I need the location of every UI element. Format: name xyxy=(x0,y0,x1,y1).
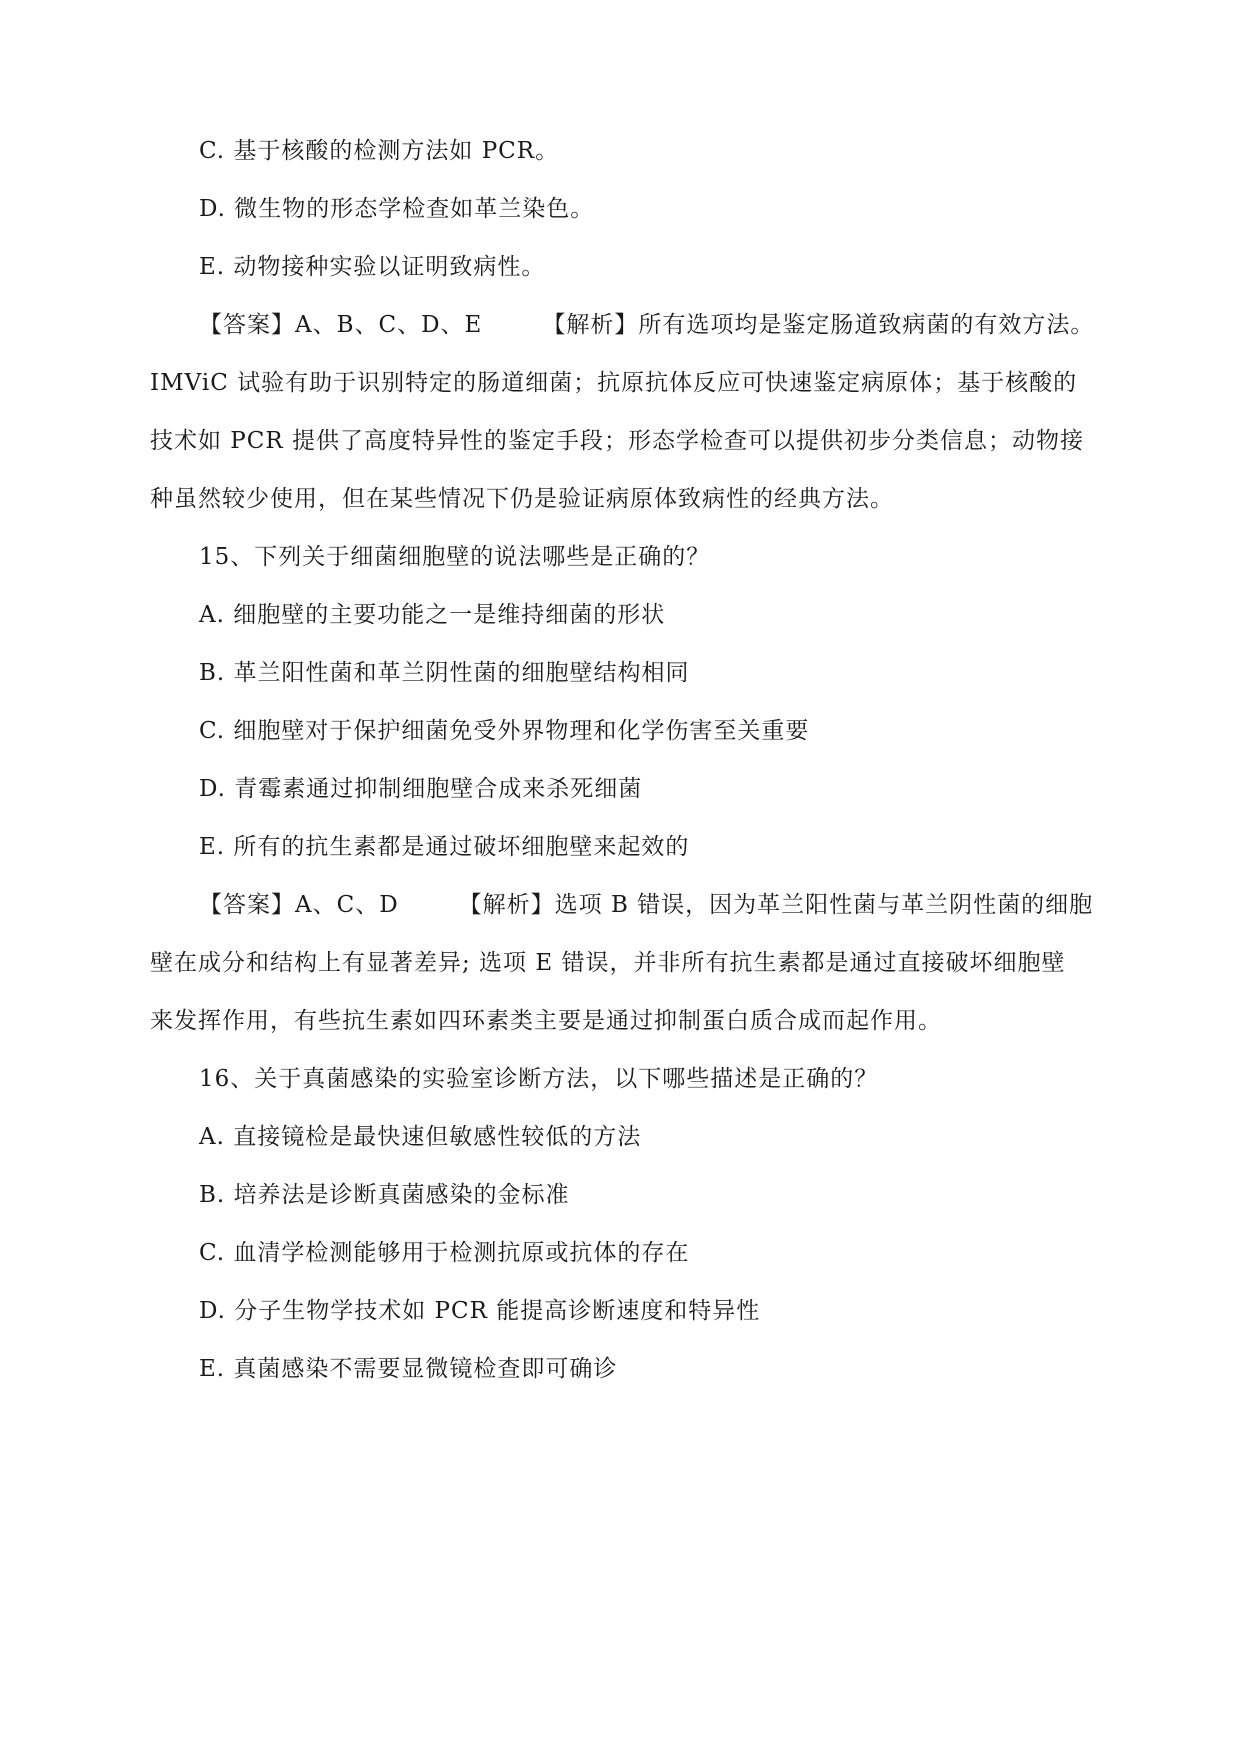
q15-option-a: A. 细胞壁的主要功能之一是维持细菌的形状 xyxy=(199,602,666,628)
q15-analysis-line-1: 【解析】选项 B 错误，因为革兰阳性菌与革兰阴性菌的细胞 xyxy=(458,892,1094,918)
q15-option-b: B. 革兰阳性菌和革兰阴性菌的细胞壁结构相同 xyxy=(199,660,690,686)
q15-question: 15、下列关于细菌细胞壁的说法哪些是正确的？ xyxy=(199,544,711,570)
q16-option-a: A. 直接镜检是最快速但敏感性较低的方法 xyxy=(199,1124,642,1150)
q14-answer: 【答案】A、B、C、D、E xyxy=(199,312,483,338)
q14-answer-line xyxy=(199,310,1094,340)
q15-option-d: D. 青霉素通过抑制细胞壁合成来杀死细菌 xyxy=(199,776,643,802)
q16-question: 16、关于真菌感染的实验室诊断方法，以下哪些描述是正确的？ xyxy=(199,1066,879,1092)
q14-option-e: E. 动物接种实验以证明致病性。 xyxy=(199,254,546,280)
q15-analysis-line-3: 来发挥作用，有些抗生素如四环素类主要是通过抑制蛋白质合成而起作用。 xyxy=(150,1008,942,1034)
q15-option-e: E. 所有的抗生素都是通过破坏细胞壁来起效的 xyxy=(199,834,690,860)
q15-option-c: C. 细胞壁对于保护细菌免受外界物理和化学伤害至关重要 xyxy=(199,718,810,744)
q14-option-d: D. 微生物的形态学检查如革兰染色。 xyxy=(199,196,595,222)
q16-option-e: E. 真菌感染不需要显微镜检查即可确诊 xyxy=(199,1356,618,1382)
q14-analysis-line-2: IMViC 试验有助于识别特定的肠道细菌；抗原抗体反应可快速鉴定病原体；基于核酸的 xyxy=(150,370,1078,396)
q16-option-d: D. 分子生物学技术如 PCR 能提高诊断速度和特异性 xyxy=(199,1298,761,1324)
q15-answer-line xyxy=(199,890,1093,920)
q15-analysis-line-2: 壁在成分和结构上有显著差异; 选项 E 错误，并非所有抗生素都是通过直接破坏细胞壁 xyxy=(150,950,1066,976)
q15-answer: 【答案】A、C、D xyxy=(199,892,399,918)
q14-analysis-line-3: 技术如 PCR 提供了高度特异性的鉴定手段；形态学检查可以提供初步分类信息；动物接 xyxy=(150,428,1085,454)
q14-option-c: C. 基于核酸的检测方法如 PCR。 xyxy=(199,138,560,164)
q14-analysis-line-1: 【解析】所有选项均是鉴定肠道致病菌的有效方法。 xyxy=(542,312,1095,338)
q16-option-b: B. 培养法是诊断真菌感染的金标准 xyxy=(199,1182,570,1208)
q14-analysis-line-4: 种虽然较少使用，但在某些情况下仍是验证病原体致病性的经典方法。 xyxy=(150,486,894,512)
q16-option-c: C. 血清学检测能够用于检测抗原或抗体的存在 xyxy=(199,1240,690,1266)
